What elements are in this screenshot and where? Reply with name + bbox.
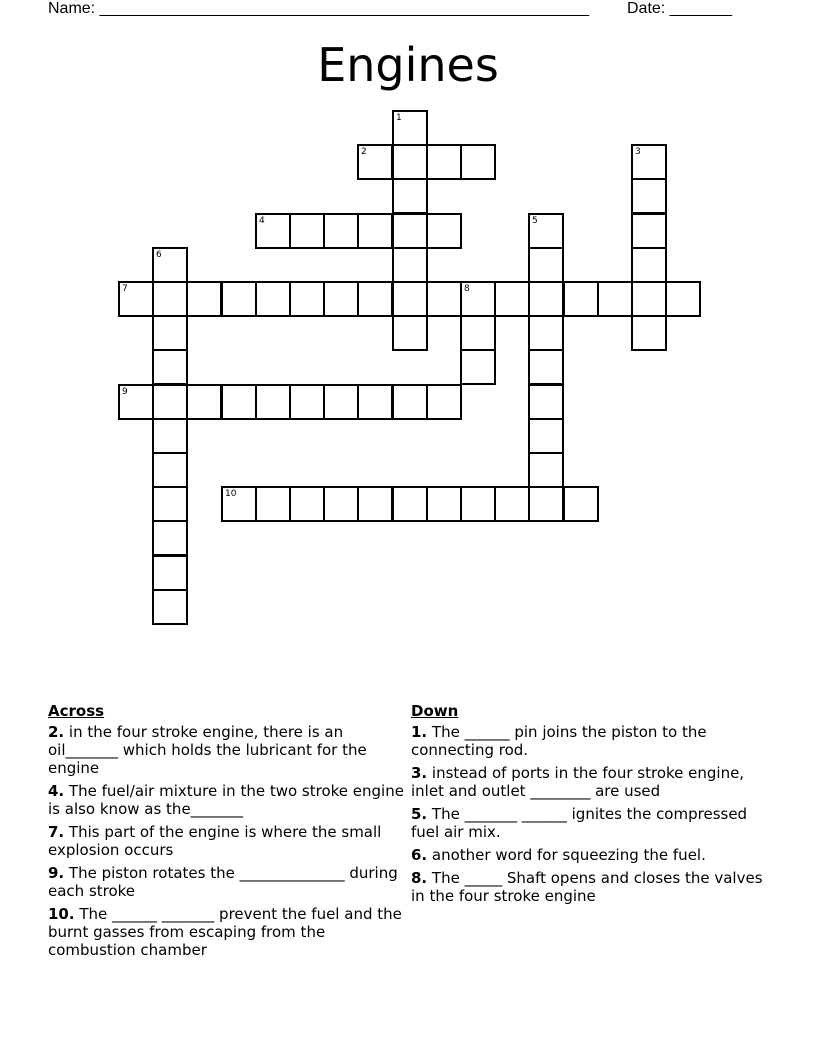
clue-number: 5. xyxy=(411,805,428,823)
crossword-cell[interactable] xyxy=(426,213,462,249)
crossword-cell[interactable] xyxy=(631,144,667,180)
clue-across-4 xyxy=(48,782,410,818)
crossword-cell[interactable] xyxy=(528,213,564,249)
crossword-cell[interactable] xyxy=(460,486,496,522)
clue-across-2 xyxy=(48,723,410,777)
crossword-cell[interactable] xyxy=(631,213,667,249)
crossword-cell[interactable] xyxy=(460,349,496,385)
crossword-cell[interactable] xyxy=(221,281,257,317)
clue-text: The fuel/air mixture in the two stroke engine is also know as the_______ xyxy=(48,782,404,818)
clue-across-10 xyxy=(48,905,410,959)
crossword-cell[interactable] xyxy=(357,144,393,180)
clue-text: The ______ _______ prevent the fuel and the burnt gasses from escaping from the combustion chamber xyxy=(48,905,402,959)
crossword-cell[interactable] xyxy=(118,384,154,420)
crossword-cell[interactable] xyxy=(528,452,564,488)
clue-number: 10. xyxy=(48,905,75,923)
crossword-cell[interactable] xyxy=(118,281,154,317)
down-clues xyxy=(411,702,771,910)
clue-text: The _______ ______ ignites the compressed fuel air mix. xyxy=(411,805,748,841)
crossword-cell[interactable] xyxy=(563,486,599,522)
crossword-cell[interactable] xyxy=(392,281,428,317)
crossword-cell[interactable] xyxy=(323,486,359,522)
crossword-cell[interactable] xyxy=(392,315,428,351)
crossword-cell[interactable] xyxy=(392,178,428,214)
crossword-cell[interactable] xyxy=(221,384,257,420)
crossword-cell[interactable] xyxy=(528,486,564,522)
clue-down-8 xyxy=(411,869,771,905)
crossword-cell[interactable] xyxy=(152,520,188,556)
crossword-cell[interactable] xyxy=(426,486,462,522)
page-title: Engines xyxy=(317,38,499,92)
crossword-cell[interactable] xyxy=(357,281,393,317)
crossword-cell[interactable] xyxy=(426,384,462,420)
date-label: Date: xyxy=(627,0,666,17)
crossword-cell[interactable] xyxy=(392,110,428,146)
crossword-cell[interactable] xyxy=(460,144,496,180)
crossword-cell[interactable] xyxy=(631,315,667,351)
cell-number: 2 xyxy=(361,147,367,157)
cell-number: 9 xyxy=(122,387,128,397)
clue-number: 1. xyxy=(411,723,428,741)
clue-text: The ______ pin joins the piston to the connecting rod. xyxy=(411,723,707,759)
date-blank[interactable]: _______ xyxy=(669,0,732,17)
crossword-cell[interactable] xyxy=(392,384,428,420)
crossword-cell[interactable] xyxy=(528,349,564,385)
crossword-cell[interactable] xyxy=(494,281,530,317)
clue-number: 3. xyxy=(411,764,428,782)
cell-number: 3 xyxy=(635,147,641,157)
crossword-cell[interactable] xyxy=(289,384,325,420)
clue-text: another word for squeezing the fuel. xyxy=(431,846,706,864)
crossword-cell[interactable] xyxy=(152,349,188,385)
crossword-cell[interactable] xyxy=(528,281,564,317)
crossword-cell[interactable] xyxy=(597,281,633,317)
clue-number: 9. xyxy=(48,864,65,882)
clue-down-5 xyxy=(411,805,771,841)
cell-number: 7 xyxy=(122,284,128,294)
crossword-cell[interactable] xyxy=(152,247,188,283)
clue-text: The _____ Shaft opens and closes the valves in the four stroke engine xyxy=(411,869,763,905)
across-clues xyxy=(48,702,410,964)
crossword-cell[interactable] xyxy=(392,486,428,522)
crossword-cell[interactable] xyxy=(186,384,222,420)
crossword-cell[interactable] xyxy=(186,281,222,317)
crossword-cell[interactable] xyxy=(152,384,188,420)
clue-text: The piston rotates the ______________ during each stroke xyxy=(48,864,398,900)
crossword-cell[interactable] xyxy=(289,486,325,522)
crossword-cell[interactable] xyxy=(323,281,359,317)
across-heading: Across xyxy=(48,702,105,720)
clue-text: This part of the engine is where the small explosion occurs xyxy=(48,823,382,859)
crossword-cell[interactable] xyxy=(357,213,393,249)
crossword-cell[interactable] xyxy=(221,486,257,522)
clue-number: 8. xyxy=(411,869,428,887)
crossword-cell[interactable] xyxy=(426,281,462,317)
crossword-cell[interactable] xyxy=(528,418,564,454)
name-blank[interactable]: _______________________________________________________ xyxy=(99,0,589,17)
crossword-cell[interactable] xyxy=(631,281,667,317)
crossword-cell[interactable] xyxy=(152,555,188,591)
crossword-cell[interactable] xyxy=(152,281,188,317)
crossword-cell[interactable] xyxy=(392,213,428,249)
crossword-cell[interactable] xyxy=(494,486,530,522)
clue-text: in the four stroke engine, there is an oil_______ which holds the lubricant for the engine xyxy=(48,723,367,777)
clue-down-1 xyxy=(411,723,771,759)
crossword-cell[interactable] xyxy=(152,315,188,351)
cell-number: 8 xyxy=(464,284,470,294)
cell-number: 6 xyxy=(156,250,162,260)
crossword-cell[interactable] xyxy=(152,589,188,625)
cell-number: 1 xyxy=(396,113,402,123)
clue-text: instead of ports in the four stroke engine, inlet and outlet ________ are used xyxy=(411,764,745,800)
cell-number: 4 xyxy=(259,216,265,226)
crossword-cell[interactable] xyxy=(323,384,359,420)
crossword-cell[interactable] xyxy=(255,281,291,317)
crossword-cell[interactable] xyxy=(255,213,291,249)
crossword-cell[interactable] xyxy=(460,315,496,351)
cell-number: 5 xyxy=(532,216,538,226)
crossword-cell[interactable] xyxy=(563,281,599,317)
crossword-cell[interactable] xyxy=(528,384,564,420)
clue-number: 2. xyxy=(48,723,65,741)
crossword-cell[interactable] xyxy=(392,247,428,283)
down-heading: Down xyxy=(411,702,459,720)
clue-across-9 xyxy=(48,864,410,900)
crossword-cell[interactable] xyxy=(392,144,428,180)
crossword-cell[interactable] xyxy=(665,281,701,317)
crossword-cell[interactable] xyxy=(528,315,564,351)
clue-number: 6. xyxy=(411,846,428,864)
crossword-cell[interactable] xyxy=(528,247,564,283)
clue-number: 7. xyxy=(48,823,65,841)
crossword-cell[interactable] xyxy=(631,178,667,214)
crossword-cell[interactable] xyxy=(289,281,325,317)
name-label: Name: xyxy=(48,0,96,17)
cell-number: 10 xyxy=(225,489,237,499)
crossword-cell[interactable] xyxy=(631,247,667,283)
crossword-cell[interactable] xyxy=(426,144,462,180)
clue-down-6 xyxy=(411,846,771,864)
crossword-cell[interactable] xyxy=(152,486,188,522)
clue-number: 4. xyxy=(48,782,65,800)
clue-across-7 xyxy=(48,823,410,859)
crossword-cell[interactable] xyxy=(255,486,291,522)
crossword-cell[interactable] xyxy=(357,384,393,420)
clue-down-3 xyxy=(411,764,771,800)
crossword-cell[interactable] xyxy=(460,281,496,317)
crossword-cell[interactable] xyxy=(152,418,188,454)
crossword-cell[interactable] xyxy=(323,213,359,249)
crossword-cell[interactable] xyxy=(289,213,325,249)
crossword-cell[interactable] xyxy=(357,486,393,522)
crossword-cell[interactable] xyxy=(255,384,291,420)
crossword-cell[interactable] xyxy=(152,452,188,488)
